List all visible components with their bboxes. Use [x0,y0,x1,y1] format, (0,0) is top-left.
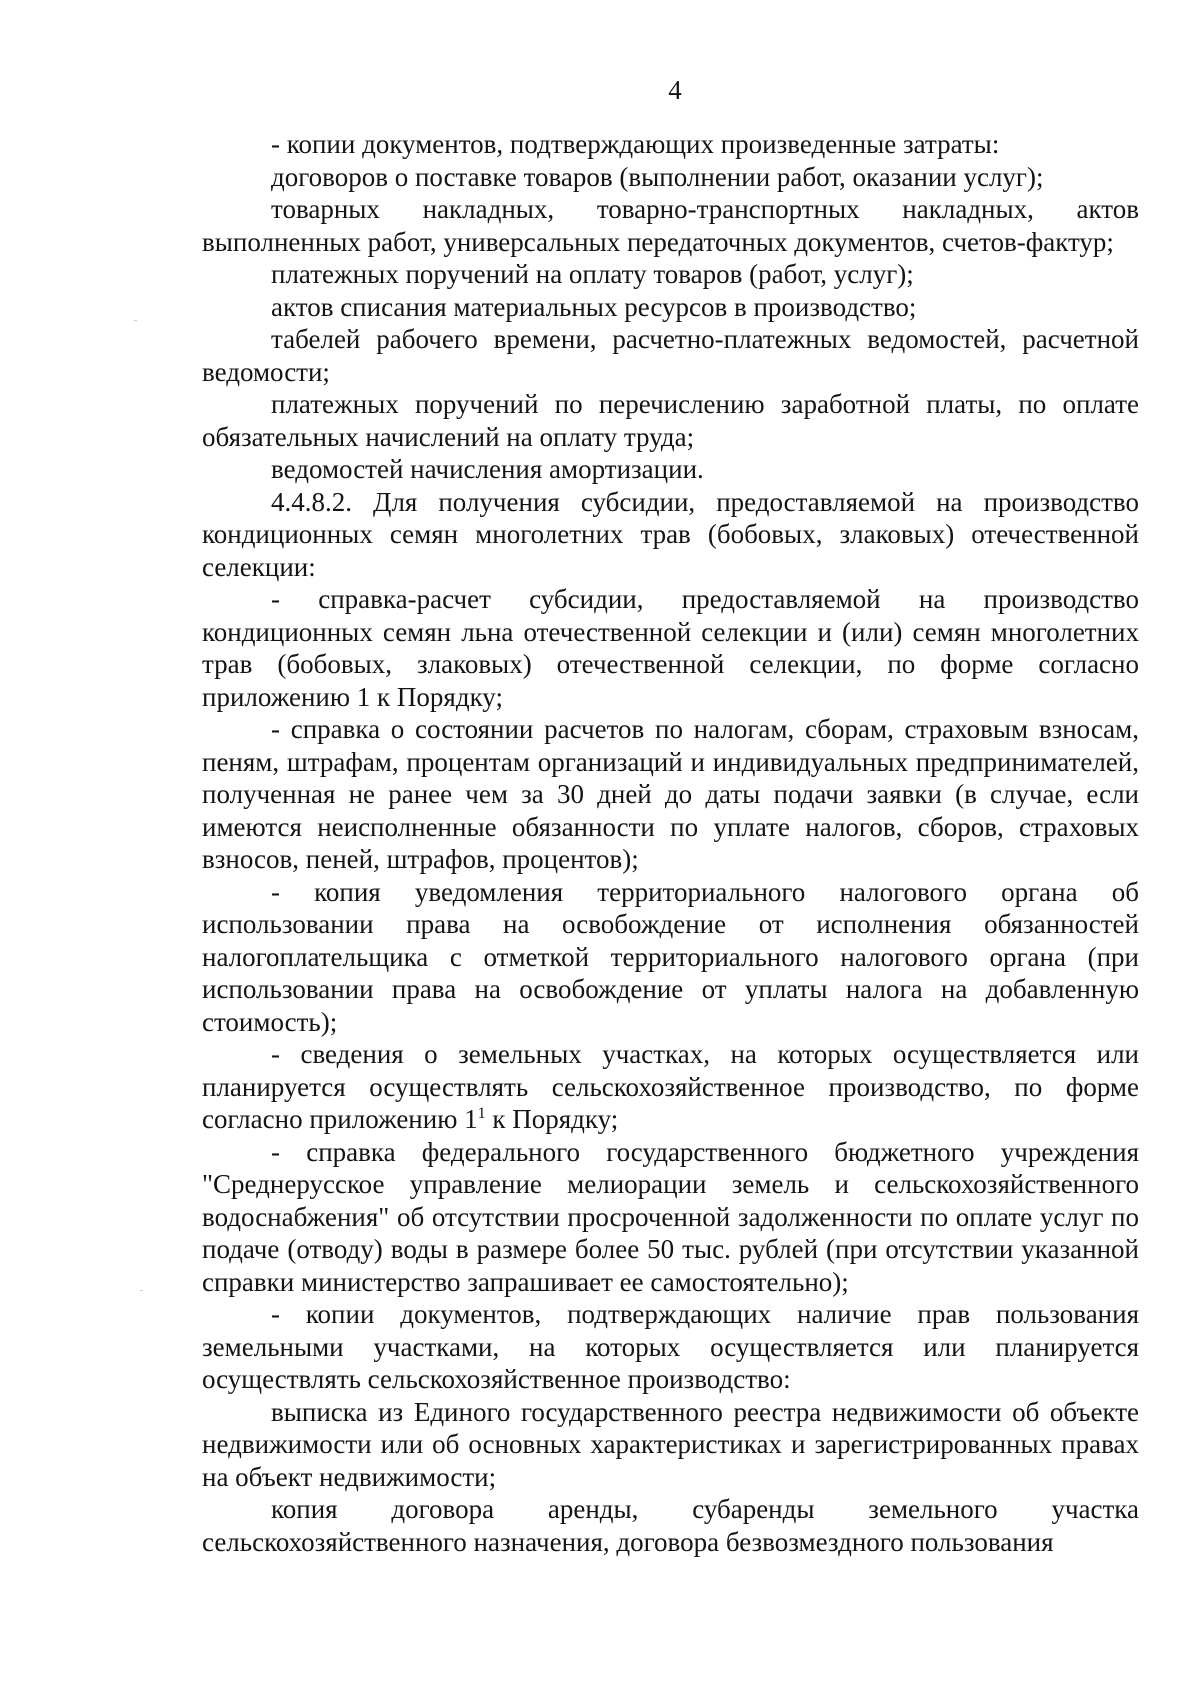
document-body [202,128,1139,1558]
land-plots-text-end: к Порядку; [485,1104,619,1134]
paragraph-depreciation-statements: ведомостей начисления амортизации. [271,454,704,484]
paragraph-tax-exemption-notice: - копия уведомления территориального налогового органа об использовании права на освобождение от исполнения обязанностей налогоплательщика с отметкой территориального налогового органа (при использовании права на освобождение от уплаты налога на добавленную стоимость); [202,876,1139,1037]
paragraph-lease-agreement-copy: копия договора аренды, субаренды земельного участка сельскохозяйственного назначения, договора безвозмездного пользования [202,1494,1139,1557]
paragraph-copies-of-expense-documents: - копии документов, подтверждающих произведенные затраты: [271,129,1000,159]
paragraph-section-4-4-8-2: 4.4.8.2. Для получения субсидии, предоставляемой на производство кондиционных семян многолетних трав (бобовых, злаковых) отечественной селекции: [202,486,1139,582]
paragraph-tax-settlement-certificate: - справка о состоянии расчетов по налогам, сборам, страховым взносам, пеням, штрафам, процентам организаций и индивидуальных предпринимателей, полученная не ранее чем за 30 дней до даты подачи заявки (в случае, если имеются неисполненные обязанности по уплате налогов, сборов, страховых взносов, пеней, штрафов, процентов); [202,714,1139,874]
paragraph-land-plots-information [202,1038,1139,1136]
paragraph-payment-orders-goods: платежных поручений на оплату товаров (работ, услуг); [271,259,914,289]
paragraph-land-use-rights-documents: - копии документов, подтверждающих наличие прав пользования земельными участками, на которых осуществляется или планируется осуществлять сельскохозяйственное производство: [202,1299,1139,1394]
scan-speck [134,320,137,321]
paragraph-payment-orders-wages: платежных поручений по перечислению заработной платы, по оплате обязательных начислений на оплату труда; [202,389,1139,452]
scan-speck [140,1290,143,1291]
paragraph-supply-contracts: договоров о поставке товаров (выполнении работ, оказании услуг); [271,161,1044,192]
page-number: 4 [668,75,682,105]
paragraph-write-off-acts: актов списания материальных ресурсов в производство; [271,291,917,322]
paragraph-timesheets-and-payrolls: табелей рабочего времени, расчетно-платежных ведомостей, расчетной ведомости; [202,324,1139,387]
paragraph-subsidy-calculation-certificate: - справка-расчет субсидии, предоставляемой на производство кондиционных семян льна отечественной селекции и (или) семян многолетних трав (бобовых, злаковых) отечественной селекции, по форме согласно приложению 1 к Порядку; [202,584,1139,712]
paragraph-real-estate-registry-extract: выписка из Единого государственного реестра недвижимости об объекте недвижимости или об основных характеристиках и зарегистрированных правах на объект недвижимости; [202,1396,1139,1492]
paragraph-melioration-certificate: - справка федерального государственного бюджетного учреждения "Среднерусское управление мелиорации земель и сельскохозяйственного водоснабжения" об отсутствии просроченной задолженности по оплате услуг по подаче (отводу) воды в размере более 50 тыс. рублей (при отсутствии указанной справки министерство запрашивает ее самостоятельно); [202,1136,1139,1297]
paragraph-waybills-and-invoices: товарных накладных, товарно-транспортных накладных, актов выполненных работ, универсальных передаточных документов, счетов-фактур; [202,194,1139,257]
land-plots-text: - сведения о земельных участках, на которых осуществляется или планируется осуществлять сельскохозяйственное производство, по форме согласно приложению 1 [202,1039,1139,1134]
appendix-superscript: 1 [477,1105,486,1122]
